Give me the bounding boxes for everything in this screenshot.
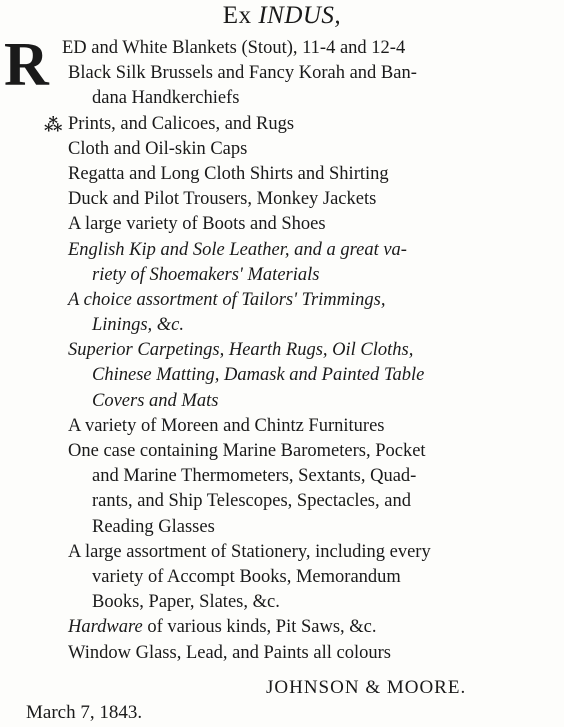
goods-line-text: Linings, &c. [92, 315, 184, 336]
goods-line [0, 288, 564, 313]
goods-line-text: English Kip and Sole Leather, and a great va- [68, 239, 407, 260]
goods-line-text: One case containing Marine Barometers, Pocket [68, 441, 426, 461]
goods-line [0, 61, 564, 86]
goods-line [0, 515, 564, 540]
goods-line [0, 238, 564, 263]
goods-line-text: ED and White Blankets (Stout), 11-4 and 12-4 [62, 38, 406, 58]
goods-line-text: variety of Accompt Books, Memorandum [92, 566, 401, 587]
goods-line-text: Reading Glasses [92, 516, 215, 537]
advert-heading [0, 2, 564, 30]
goods-line-text: Books, Paper, Slates, &c. [92, 592, 280, 613]
heading-prefix: Ex [222, 2, 252, 29]
goods-line [0, 137, 564, 162]
goods-line [0, 641, 564, 666]
goods-line [0, 439, 564, 464]
goods-line-text: Covers and Mats [92, 390, 219, 411]
goods-line [0, 363, 564, 388]
goods-line [0, 565, 564, 590]
goods-line-text: riety of Shoemakers' Materials [92, 264, 320, 285]
goods-line-text: Superior Carpetings, Hearth Rugs, Oil Cloths, [68, 340, 414, 361]
goods-line [0, 590, 564, 615]
goods-line [0, 338, 564, 363]
goods-line-text: A variety of Moreen and Chintz Furnitures [68, 415, 385, 436]
goods-line-text: Regatta and Long Cloth Shirts and Shirting [68, 163, 389, 184]
goods-line-text: rants, and Ship Telescopes, Spectacles, and [92, 491, 411, 512]
goods-line-text: dana Handkerchiefs [92, 88, 240, 109]
goods-line-text: Black Silk Brussels and Fancy Korah and Ban- [68, 63, 417, 84]
goods-line [0, 464, 564, 489]
ship-name: INDUS, [258, 2, 342, 29]
goods-line [0, 36, 564, 61]
drop-cap: R [4, 31, 47, 99]
goods-line [0, 212, 564, 237]
goods-line-text: A large assortment of Stationery, including every [68, 541, 431, 562]
goods-line [0, 389, 564, 414]
goods-line [0, 540, 564, 565]
goods-line-text: Prints, and Calicoes, and Rugs [68, 113, 295, 134]
goods-line [0, 162, 564, 187]
merchant-signature: JOHNSON & MOORE. [266, 677, 467, 698]
goods-line-text: A large variety of Boots and Shoes [68, 214, 326, 235]
goods-line [0, 263, 564, 288]
goods-line [0, 86, 564, 111]
advert-date: March 7, 1843. [26, 702, 143, 723]
goods-list [0, 31, 564, 666]
goods-line [0, 313, 564, 338]
goods-line-text: Chinese Matting, Damask and Painted Table [92, 365, 425, 386]
goods-line [0, 489, 564, 514]
goods-line [0, 615, 564, 640]
goods-line-text: Duck and Pilot Trousers, Monkey Jackets [68, 189, 377, 210]
goods-line-rest: of various kinds, Pit Saws, &c. [142, 617, 377, 638]
goods-line-text: Cloth and Oil-skin Caps [68, 138, 248, 159]
ornament-icon: ⁂ [44, 115, 63, 135]
goods-line [0, 112, 564, 137]
goods-line-italic: Hardware [68, 617, 143, 638]
goods-line-text: Window Glass, Lead, and Paints all colours [68, 642, 391, 663]
goods-line-text: and Marine Thermometers, Sextants, Quad- [92, 466, 417, 487]
goods-line [0, 414, 564, 439]
goods-line [0, 187, 564, 212]
goods-line-text: A choice assortment of Tailors' Trimmings, [68, 289, 386, 310]
